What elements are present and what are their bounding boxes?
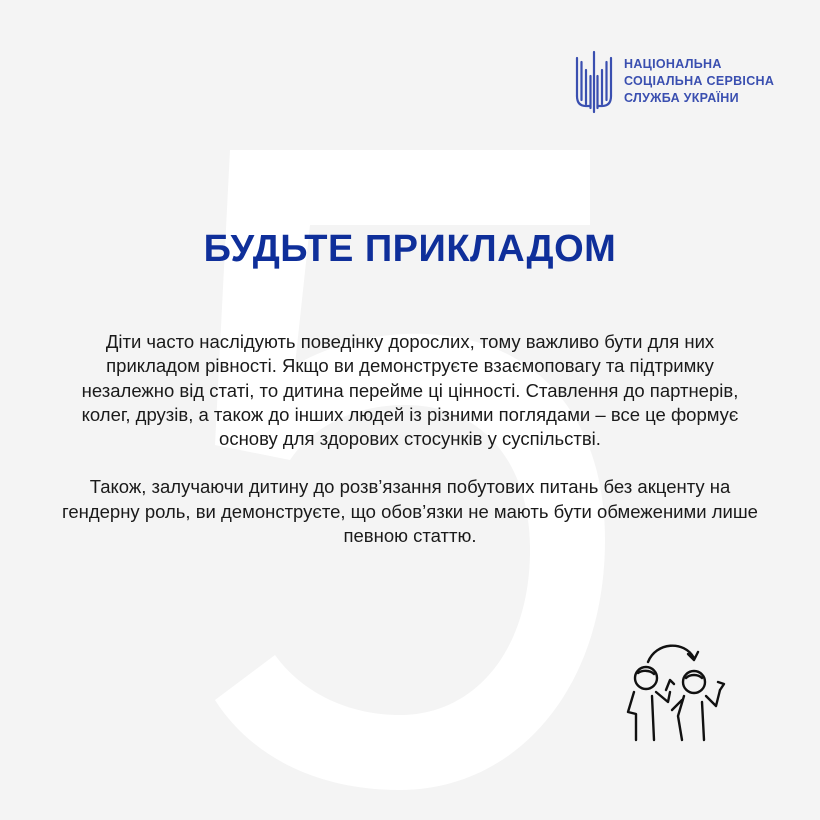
logo-line-3: СЛУЖБА УКРАЇНИ <box>624 90 739 105</box>
logo <box>574 48 774 114</box>
paragraph-1: Діти часто наслідують поведінку дорослих, тому важливо бути для них прикладом рівності. Якщо ви демонструєте взаємоповагу та підтримку незалежно від статі, то дитина перейме ці цінності. Ставлення до партнерів, колег, друзів, а також до інших людей із різними поглядами – все це формує основу для здорових стосунків у суспільстві. <box>81 331 739 450</box>
logo-line-1: НАЦІОНАЛЬНА <box>624 56 722 71</box>
page-title: БУДЬТЕ ПРИКЛАДОМ <box>203 228 617 270</box>
paragraph-2: Також, залучаючи дитину до розв’язання побутових питань без акценту на гендерну роль, ви демонструєте, що обов’язки не мають бути обмеженими лише певною статтю. <box>62 476 758 547</box>
two-people-exchange-icon <box>622 640 732 750</box>
logo-text <box>624 56 774 107</box>
trident-emblem-icon <box>574 48 614 114</box>
logo-line-2: СОЦІАЛЬНА СЕРВІСНА <box>624 73 775 88</box>
body-text <box>60 330 760 548</box>
